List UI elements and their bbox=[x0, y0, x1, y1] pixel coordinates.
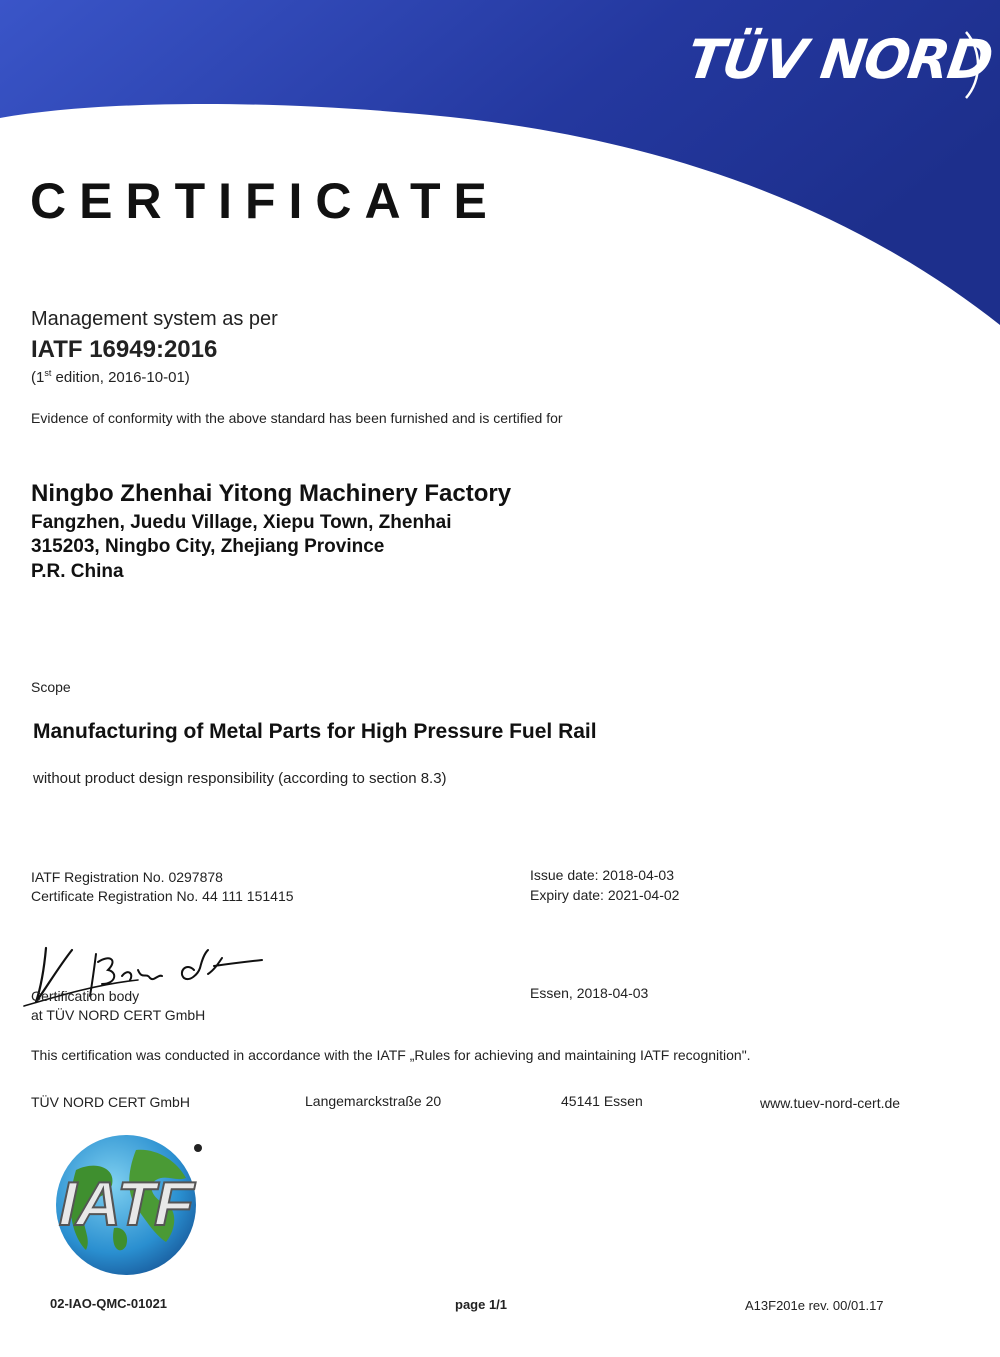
scope-label: Scope bbox=[31, 679, 71, 695]
place-date: Essen, 2018-04-03 bbox=[530, 985, 649, 1001]
scope-text: Manufacturing of Metal Parts for High Pressure Fuel Rail bbox=[33, 720, 597, 743]
signature-role: Certification body bbox=[31, 988, 140, 1004]
certificate-registration: Certificate Registration No. 44 111 151415 bbox=[31, 888, 294, 904]
issue-date: Issue date: 2018-04-03 bbox=[530, 867, 675, 883]
signature-org: at TÜV NORD CERT GmbH bbox=[31, 1007, 206, 1023]
iatf-logo-text: IATF bbox=[52, 1169, 201, 1239]
iatf-globe-logo bbox=[26, 1130, 216, 1280]
evidence-text: Evidence of conformity with the above standard has been furnished and is certified for bbox=[31, 410, 563, 426]
document-code: 02-IAO-QMC-01021 bbox=[50, 1296, 168, 1311]
standard-intro: Management system as per bbox=[31, 308, 278, 330]
address-line: P.R. China bbox=[31, 561, 124, 582]
logo-arc-icon bbox=[962, 30, 986, 100]
footer-city: 45141 Essen bbox=[561, 1093, 643, 1109]
footer-street: Langemarckstraße 20 bbox=[305, 1093, 442, 1109]
address-line: 315203, Ningbo City, Zhejiang Province bbox=[31, 536, 385, 557]
page-number: page 1/1 bbox=[455, 1297, 508, 1312]
expiry-date: Expiry date: 2021-04-02 bbox=[530, 887, 680, 903]
footer-website: www.tuev-nord-cert.de bbox=[760, 1095, 901, 1111]
form-revision: A13F201e rev. 00/01.17 bbox=[745, 1298, 884, 1313]
address-line: Fangzhen, Juedu Village, Xiepu Town, Zhenhai bbox=[31, 512, 452, 533]
standard-edition: (1st edition, 2016-10-01) bbox=[31, 368, 190, 386]
standard-name: IATF 16949:2016 bbox=[31, 336, 218, 363]
conducted-statement: This certification was conducted in accordance with the IATF „Rules for achieving and maintaining IATF recognition". bbox=[31, 1047, 751, 1063]
certificate-title: CERTIFICATE bbox=[30, 173, 500, 229]
tuv-nord-logo: TÜV NORD bbox=[683, 28, 996, 91]
company-name: Ningbo Zhenhai Yitong Machinery Factory bbox=[31, 480, 512, 507]
iatf-registration: IATF Registration No. 0297878 bbox=[31, 869, 223, 885]
footer-company: TÜV NORD CERT GmbH bbox=[31, 1094, 190, 1110]
scope-note: without product design responsibility (according to section 8.3) bbox=[33, 770, 447, 787]
